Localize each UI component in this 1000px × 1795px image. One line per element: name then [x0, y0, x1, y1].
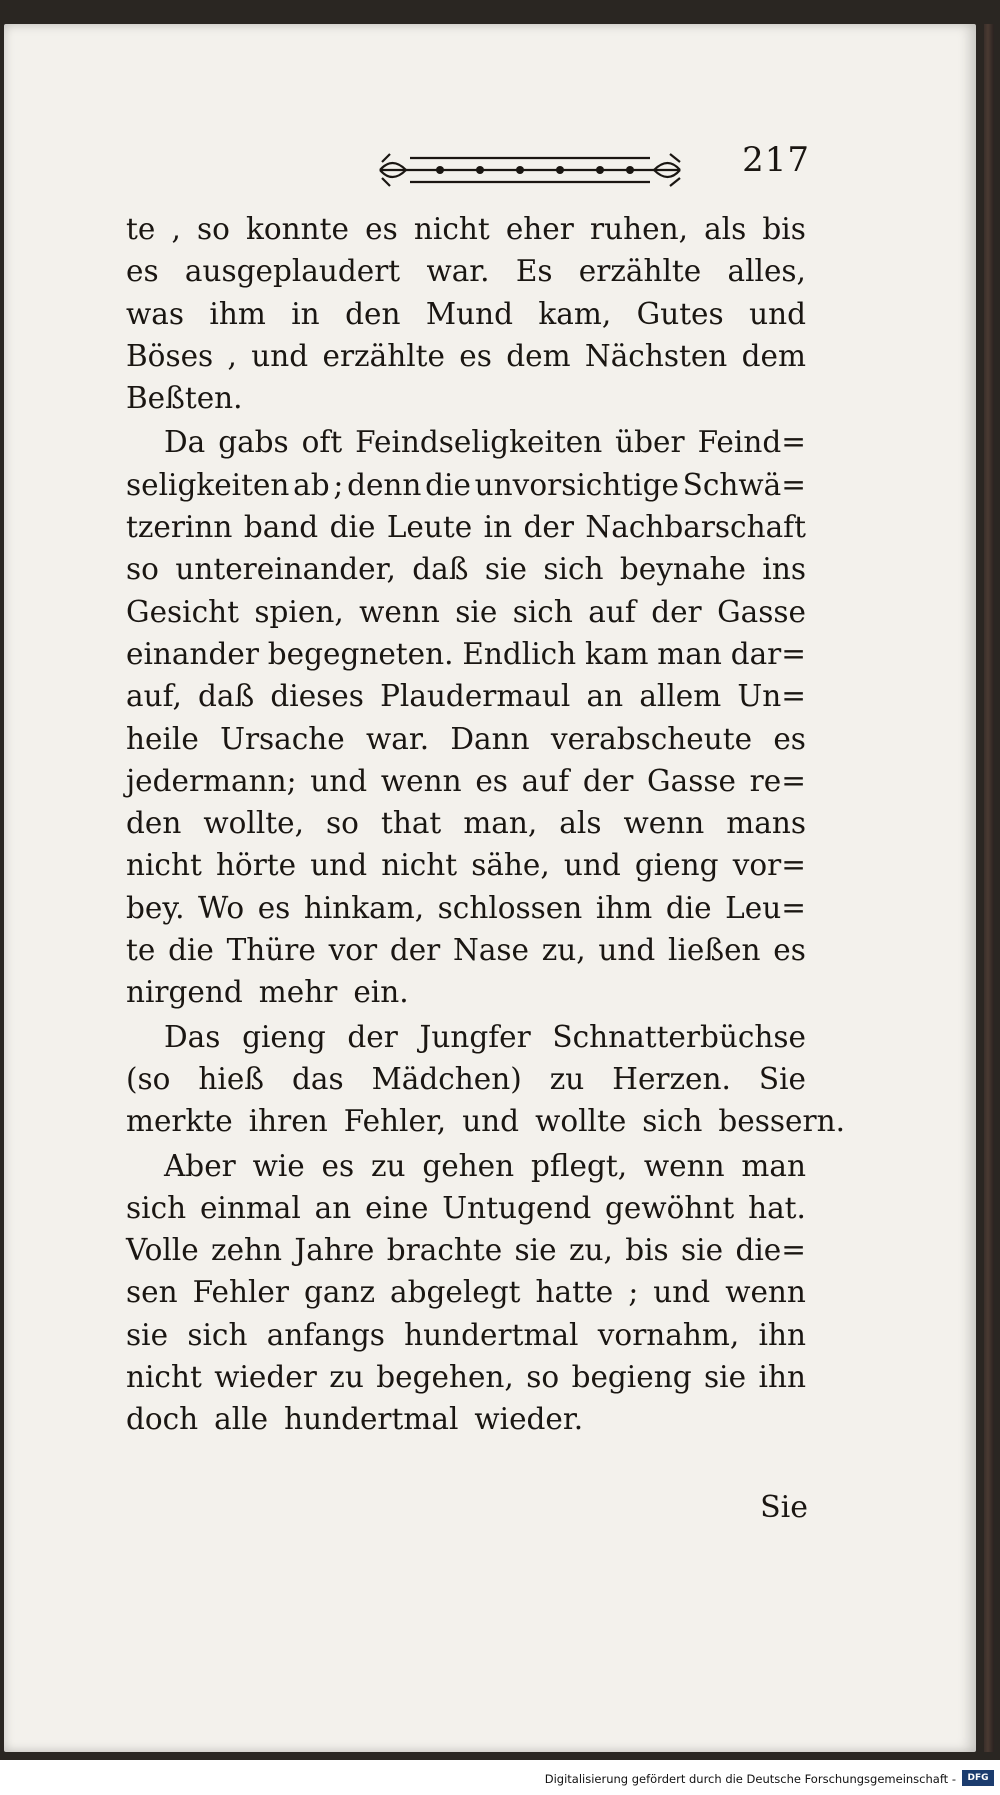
word: wenn: [623, 806, 705, 841]
word: hinkam,: [303, 890, 425, 925]
text-line: [126, 1016, 806, 1058]
book-binding-edge: [984, 24, 994, 1752]
word: spien,: [254, 594, 344, 629]
word: zu: [549, 1061, 585, 1096]
word: beynahe: [619, 552, 746, 587]
word: Untugend: [442, 1190, 592, 1225]
word: es: [459, 338, 492, 373]
word: begieng: [571, 1360, 692, 1395]
text-line: [126, 548, 806, 590]
word: eher: [505, 212, 574, 246]
word: gieng: [242, 1019, 326, 1054]
word: in: [291, 296, 320, 331]
word: mehr: [258, 975, 338, 1010]
word: untereinander,: [175, 552, 396, 587]
word: wenn: [725, 1275, 806, 1310]
word: zu,: [541, 933, 586, 968]
word: doch: [126, 1402, 199, 1437]
word: dem: [506, 338, 571, 373]
word: hundertmal: [284, 1402, 459, 1437]
word: pflegt,: [530, 1148, 628, 1183]
word: es: [321, 1148, 355, 1183]
word: zehn: [211, 1233, 283, 1268]
word: kam: [585, 636, 649, 671]
word: alle: [214, 1402, 269, 1437]
text-line: [126, 1271, 806, 1313]
word: erzählte: [578, 254, 702, 289]
word: nicht: [126, 1360, 202, 1395]
text-line: [126, 1145, 806, 1187]
word: Nachbarschaft: [585, 510, 806, 545]
word: anfangs: [266, 1317, 385, 1352]
word: so: [526, 1360, 560, 1395]
word: hat.: [748, 1190, 806, 1225]
page-header: [120, 140, 810, 200]
word: wollte,: [203, 806, 304, 841]
word: die: [425, 467, 471, 502]
word: den: [345, 296, 401, 331]
word: Un=: [737, 679, 806, 714]
word: Schwä=: [682, 467, 806, 502]
word: es: [773, 721, 806, 756]
word: wieder: [214, 1360, 317, 1395]
text-line: [126, 1229, 806, 1271]
word: begegneten.: [267, 636, 454, 671]
word: Fehler: [192, 1275, 289, 1310]
word: hatte: [535, 1275, 614, 1310]
word: hörte: [215, 848, 297, 883]
word: und: [749, 296, 806, 331]
word: hundertmal: [404, 1317, 579, 1352]
word: es: [773, 933, 806, 968]
text-line: [126, 208, 806, 250]
word: erzählte: [322, 338, 445, 373]
word: daß: [412, 552, 469, 587]
word: den: [126, 806, 182, 841]
text-line: [126, 718, 806, 760]
word: Feindseligkeiten: [355, 425, 603, 460]
word: Leu=: [725, 890, 806, 925]
text-line: [126, 1187, 806, 1229]
word: Gutes: [636, 296, 724, 331]
text-line: [126, 1356, 806, 1398]
word: nicht: [381, 848, 458, 883]
word: der: [582, 763, 634, 798]
word: nirgend: [126, 975, 243, 1010]
word: was: [126, 296, 184, 331]
word: Beßten.: [126, 381, 243, 416]
word: vor=: [732, 848, 806, 883]
word: Feind=: [697, 425, 806, 460]
word: bey.: [126, 890, 185, 925]
word: eine: [365, 1190, 429, 1225]
word: re=: [749, 763, 806, 798]
word: wenn: [359, 594, 440, 629]
body-text: [126, 208, 845, 1441]
word: Sie: [758, 1061, 806, 1096]
text-line: [126, 802, 806, 844]
word: sich: [512, 594, 573, 629]
word: und: [653, 1275, 711, 1310]
word: und: [598, 933, 656, 968]
word: konnte: [246, 212, 349, 246]
word: es: [365, 212, 398, 246]
footer-credit: Digitalisierung gefördert durch die Deutsche Forschungsgemeinschaft -: [544, 1772, 956, 1786]
word: ruhen,: [590, 212, 688, 246]
word: wie: [252, 1148, 305, 1183]
word: der: [651, 594, 702, 629]
word: und: [563, 848, 621, 883]
word: auf,: [126, 679, 182, 714]
word: Volle: [126, 1233, 199, 1268]
word: der: [347, 1019, 398, 1054]
word: ins: [762, 552, 806, 587]
word: gewöhnt: [605, 1190, 735, 1225]
word: sen: [126, 1275, 178, 1310]
decorative-rule-icon: [370, 148, 690, 192]
word: (so: [126, 1061, 171, 1096]
word: zu,: [568, 1233, 613, 1268]
word: sich: [126, 1190, 187, 1225]
word: sie: [126, 1317, 169, 1352]
word: Endlich: [462, 636, 577, 671]
word: ,: [171, 212, 181, 246]
word: ließen: [668, 933, 761, 968]
word: Dann: [450, 721, 530, 756]
word: ganz: [303, 1275, 375, 1310]
word: sich: [187, 1317, 248, 1352]
word: ein.: [353, 975, 409, 1010]
word: Böses: [126, 338, 214, 373]
word: dar=: [730, 636, 806, 671]
word: ihn: [758, 1317, 806, 1352]
text-line: [126, 844, 806, 886]
word: alles,: [727, 254, 806, 289]
word: Nase: [453, 933, 530, 968]
word: man: [657, 636, 722, 671]
word: sich: [642, 1104, 703, 1139]
word: Thüre: [226, 933, 316, 968]
word: ;: [333, 467, 344, 502]
word: brachte: [386, 1233, 503, 1268]
word: man: [741, 1148, 806, 1183]
word: bessern.: [718, 1104, 845, 1139]
word: sähe,: [471, 848, 550, 883]
word: gieng: [634, 848, 719, 883]
word: abgelegt: [390, 1275, 521, 1310]
word: Schnatterbüchse: [552, 1019, 806, 1054]
word: an: [314, 1190, 352, 1225]
dfg-logo: DFG: [962, 1770, 994, 1786]
word: ihm: [209, 296, 266, 331]
text-line: [126, 591, 806, 633]
word: einmal: [199, 1190, 301, 1225]
word: sie: [704, 1360, 747, 1395]
word: vornahm,: [597, 1317, 740, 1352]
word: und: [462, 1104, 520, 1139]
word: so: [197, 212, 230, 246]
word: die: [665, 890, 712, 925]
text-line: [126, 675, 806, 717]
word: Mädchen): [371, 1061, 522, 1096]
word: Gesicht: [126, 594, 239, 629]
text-line: [126, 1100, 845, 1142]
word: Mund: [425, 296, 513, 331]
word: oft: [301, 425, 343, 460]
word: das: [291, 1061, 344, 1096]
word: zu: [370, 1148, 406, 1183]
word: heile: [126, 721, 199, 756]
word: nicht: [126, 848, 202, 883]
word: mans: [726, 806, 806, 841]
word: der: [523, 510, 574, 545]
word: hieß: [198, 1061, 264, 1096]
word: wenn: [380, 763, 462, 798]
word: Aber: [164, 1148, 236, 1183]
word: allem: [639, 679, 722, 714]
word: war.: [366, 721, 430, 756]
word: Das: [164, 1019, 221, 1054]
word: Herzen.: [612, 1061, 731, 1096]
text-line: [126, 250, 806, 292]
page-number: 217: [742, 140, 810, 180]
word: es: [126, 254, 159, 289]
word: sie: [484, 552, 527, 587]
word: ihm: [595, 890, 653, 925]
word: te: [126, 212, 156, 246]
word: sie: [455, 594, 498, 629]
text-line: [126, 971, 806, 1013]
text-line: [126, 506, 806, 548]
word: kam,: [538, 296, 612, 331]
word: unvorsichtige: [474, 467, 679, 502]
word: Jahre: [294, 1233, 375, 1268]
word: Es: [515, 254, 553, 289]
word: wenn: [643, 1148, 725, 1183]
word: Da: [164, 425, 206, 460]
word: ihn: [758, 1360, 806, 1395]
text-line: [126, 1058, 806, 1100]
word: ausgeplaudert: [184, 254, 401, 289]
word: einander: [126, 636, 259, 671]
word: und: [251, 338, 309, 373]
word: wollte: [535, 1104, 627, 1139]
word: Gasse: [647, 763, 736, 798]
word: als: [559, 806, 602, 841]
word: ,: [227, 338, 237, 373]
word: über: [615, 425, 685, 460]
word: ;: [628, 1275, 639, 1310]
text-line: [126, 929, 806, 971]
text-line: [126, 335, 806, 377]
word: Fehler,: [343, 1104, 447, 1139]
word: zu: [329, 1360, 364, 1395]
word: Nächsten: [584, 338, 728, 373]
text-line: [126, 760, 806, 802]
word: bis: [625, 1233, 669, 1268]
text-line: [126, 293, 806, 335]
word: schlossen: [437, 890, 583, 925]
word: Leute: [386, 510, 473, 545]
word: die=: [735, 1233, 806, 1268]
word: man,: [463, 806, 538, 841]
word: ihren: [248, 1104, 328, 1139]
word: te: [126, 933, 156, 968]
text-line: [126, 464, 806, 506]
word: die: [329, 510, 376, 545]
word: Jungfer: [419, 1019, 531, 1054]
word: an: [586, 679, 624, 714]
word: in: [483, 510, 513, 545]
word: Gasse: [717, 594, 806, 629]
catchword: Sie: [760, 1490, 808, 1525]
word: that: [380, 806, 442, 841]
word: die: [168, 933, 214, 968]
word: nicht: [413, 212, 490, 246]
word: und: [310, 848, 368, 883]
word: seligkeiten: [126, 467, 290, 502]
word: sie: [681, 1233, 724, 1268]
word: so: [126, 552, 159, 587]
word: und: [310, 763, 368, 798]
word: wieder.: [474, 1402, 584, 1437]
word: auf: [588, 594, 636, 629]
word: vor: [328, 933, 378, 968]
word: war.: [426, 254, 490, 289]
word: band: [243, 510, 319, 545]
word: Plaudermaul: [380, 679, 571, 714]
word: ab: [293, 467, 330, 502]
word: denn: [347, 467, 422, 502]
text-line: [126, 421, 806, 463]
word: es: [475, 763, 508, 798]
word: bis: [762, 212, 806, 246]
word: gabs: [218, 425, 289, 460]
word: sie: [514, 1233, 557, 1268]
word: daß: [198, 679, 255, 714]
word: merkte: [126, 1104, 233, 1139]
word: tzerinn: [126, 510, 233, 545]
word: Ursache: [220, 721, 345, 756]
text-line: [126, 887, 806, 929]
word: jedermann;: [126, 763, 297, 798]
word: auf: [521, 763, 570, 798]
word: der: [389, 933, 441, 968]
word: dem: [741, 338, 806, 373]
text-line: [126, 377, 806, 419]
text-line: [126, 1398, 806, 1440]
text-line: [126, 1314, 806, 1356]
word: gehen: [422, 1148, 515, 1183]
word: als: [704, 212, 747, 246]
word: begehen,: [376, 1360, 514, 1395]
text-line: [126, 633, 806, 675]
word: sich: [543, 552, 604, 587]
word: so: [326, 806, 359, 841]
word: verabscheute: [550, 721, 753, 756]
word: Wo: [198, 890, 245, 925]
word: es: [257, 890, 291, 925]
word: dieses: [270, 679, 364, 714]
